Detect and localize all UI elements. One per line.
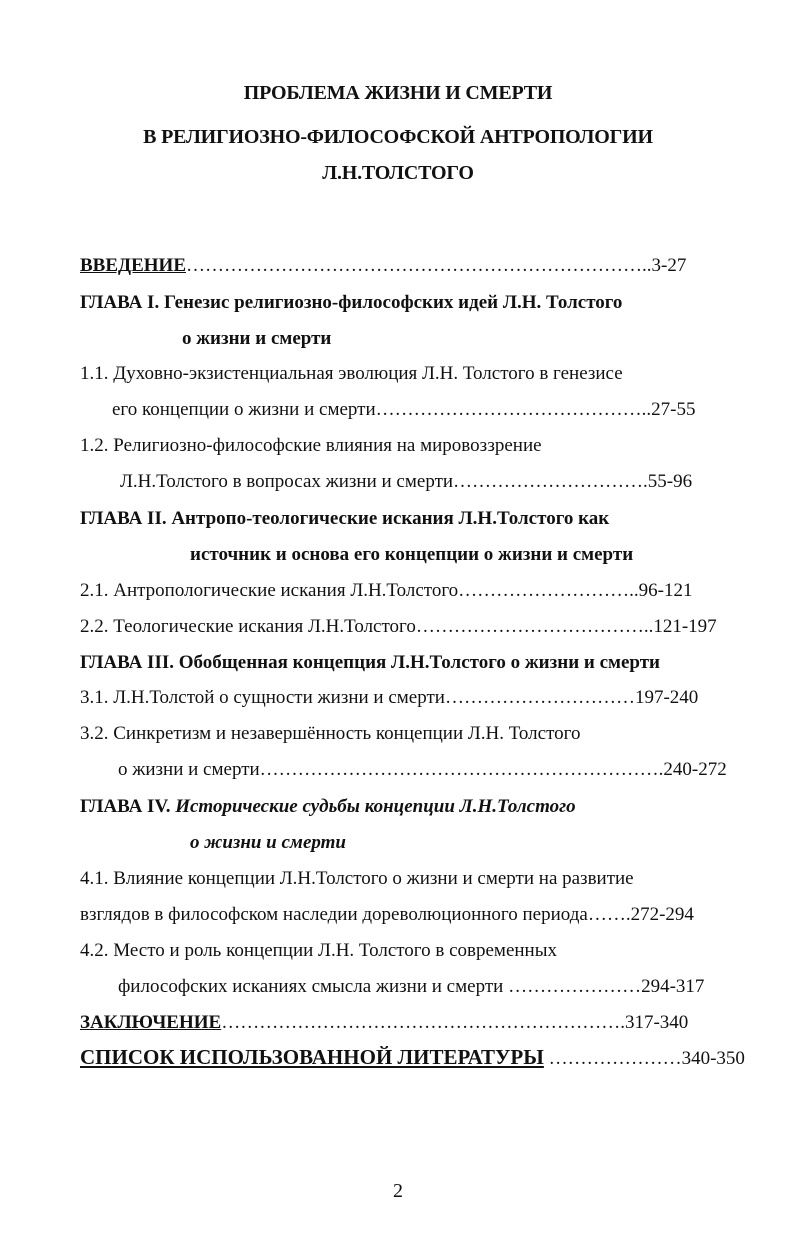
chapter-4-heading: [80, 795, 576, 819]
toc-intro-leader: ………………………………………………………………..: [186, 255, 652, 276]
title-line-3: Л.Н.ТОЛСТОГО: [322, 162, 474, 184]
toc-section-3-1: [80, 686, 698, 710]
toc-bibliography-label: СПИСОК ИСПОЛЬЗОВАННОЙ ЛИТЕРАТУРЫ: [80, 1045, 544, 1069]
toc-section-2-1: [80, 579, 692, 603]
toc-section-4-1-text: взглядов в философском наследии дореволюционного периода: [80, 904, 588, 925]
toc-section-2-2-leader: ………………………………..: [415, 616, 654, 637]
toc-section-4-1-leader: …….: [587, 904, 631, 925]
toc-entry-bibliography: [80, 1045, 745, 1071]
chapter-4-title: Исторические судьбы концепции Л.Н.Толстого: [175, 796, 576, 817]
toc-section-4-1: 4.1. Влияние концепции Л.Н.Толстого о жизни и смерти на развитие: [80, 868, 634, 889]
toc-section-4-2-pages: 294-317: [641, 976, 705, 997]
chapter-3-heading: ГЛАВА III. Обобщенная концепция Л.Н.Толстого о жизни и смерти: [80, 652, 660, 673]
toc-section-1-1: 1.1. Духовно-экзистенциальная эволюция Л.Н. Толстого в генезисе: [80, 363, 623, 384]
toc-conclusion-leader: ……………………………………………………….: [221, 1012, 625, 1033]
toc-bibliography-pages: 340-350: [681, 1048, 745, 1069]
toc-section-2-2: [80, 615, 717, 639]
toc-entry-intro: [80, 254, 686, 278]
toc-section-4-2-cont: [118, 975, 704, 999]
toc-section-2-2-pages: 121-197: [653, 616, 717, 637]
chapter-4-heading-cont: [190, 831, 346, 855]
toc-bibliography-leader: …………………: [543, 1048, 682, 1069]
toc-section-4-1-pages: 272-294: [630, 904, 694, 925]
toc-section-4-2-leader: …………………: [503, 976, 642, 997]
toc-section-1-1-cont: [112, 398, 695, 422]
toc-section-1-1-text: его концепции о жизни и смерти: [112, 399, 376, 420]
toc-section-3-1-pages: 197-240: [634, 687, 699, 708]
toc-section-4-2: 4.2. Место и роль концепции Л.Н. Толстого в современных: [80, 940, 557, 961]
toc-entry-conclusion: [80, 1011, 688, 1035]
toc-section-3-2-leader: ……………………………………………………….: [259, 759, 664, 780]
toc-section-3-2-cont: [118, 758, 727, 782]
toc-section-1-2-cont: [120, 470, 692, 494]
toc-section-2-2-text: 2.2. Теологические искания Л.Н.Толстого: [80, 616, 416, 637]
toc-conclusion-label: ЗАКЛЮЧЕНИЕ: [80, 1012, 222, 1033]
title-line-1: ПРОБЛЕМА ЖИЗНИ И СМЕРТИ: [243, 82, 553, 104]
toc-intro-label: ВВЕДЕНИЕ: [80, 255, 186, 276]
toc-section-3-2-pages: 240-272: [663, 759, 727, 780]
toc-section-3-2: 3.2. Синкретизм и незавершённость концепции Л.Н. Толстого: [80, 723, 581, 744]
title-line-2: В РЕЛИГИОЗНО-ФИЛОСОФСКОЙ АНТРОПОЛОГИИ: [143, 126, 653, 148]
chapter-2-heading-cont: источник и основа его концепции о жизни и смерти: [190, 544, 634, 565]
toc-section-1-2: 1.2. Религиозно-философские влияния на мировоззрение: [80, 435, 542, 456]
page-number: 2: [393, 1180, 403, 1202]
chapter-4-prefix: ГЛАВА IV.: [80, 796, 171, 817]
toc-section-2-1-text: 2.1. Антропологические искания Л.Н.Толстого: [80, 580, 459, 601]
toc-intro-pages: 3-27: [651, 255, 687, 276]
toc-section-2-1-leader: ………………………..: [458, 580, 639, 601]
toc-section-3-2-text: о жизни и смерти: [118, 759, 260, 780]
toc-section-1-1-pages: 27-55: [651, 399, 696, 420]
chapter-1-heading: ГЛАВА I. Генезис религиозно-философских идей Л.Н. Толстого: [80, 292, 623, 313]
toc-section-3-1-text: 3.1. Л.Н.Толстой о сущности жизни и смерти: [80, 687, 445, 708]
chapter-1-heading-cont: о жизни и смерти: [182, 328, 332, 349]
toc-conclusion-pages: 317-340: [624, 1012, 689, 1033]
toc-section-1-2-leader: ………………………….: [453, 471, 648, 492]
toc-section-1-2-pages: 55-96: [647, 471, 693, 492]
chapter-2-heading: ГЛАВА II. Антропо-теологические искания Л.Н.Толстого как: [80, 508, 610, 529]
toc-section-4-2-text: философских исканиях смысла жизни и смерти: [118, 976, 504, 997]
toc-section-2-1-pages: 96-121: [638, 580, 693, 601]
toc-section-1-1-leader: ……………………………………..: [375, 399, 652, 420]
toc-section-1-2-text: Л.Н.Толстого в вопросах жизни и смерти: [120, 471, 454, 492]
toc-section-4-1-cont: [80, 903, 694, 927]
toc-section-3-1-leader: …………………………: [444, 687, 635, 708]
chapter-4-title-cont: о жизни и смерти: [190, 832, 346, 853]
